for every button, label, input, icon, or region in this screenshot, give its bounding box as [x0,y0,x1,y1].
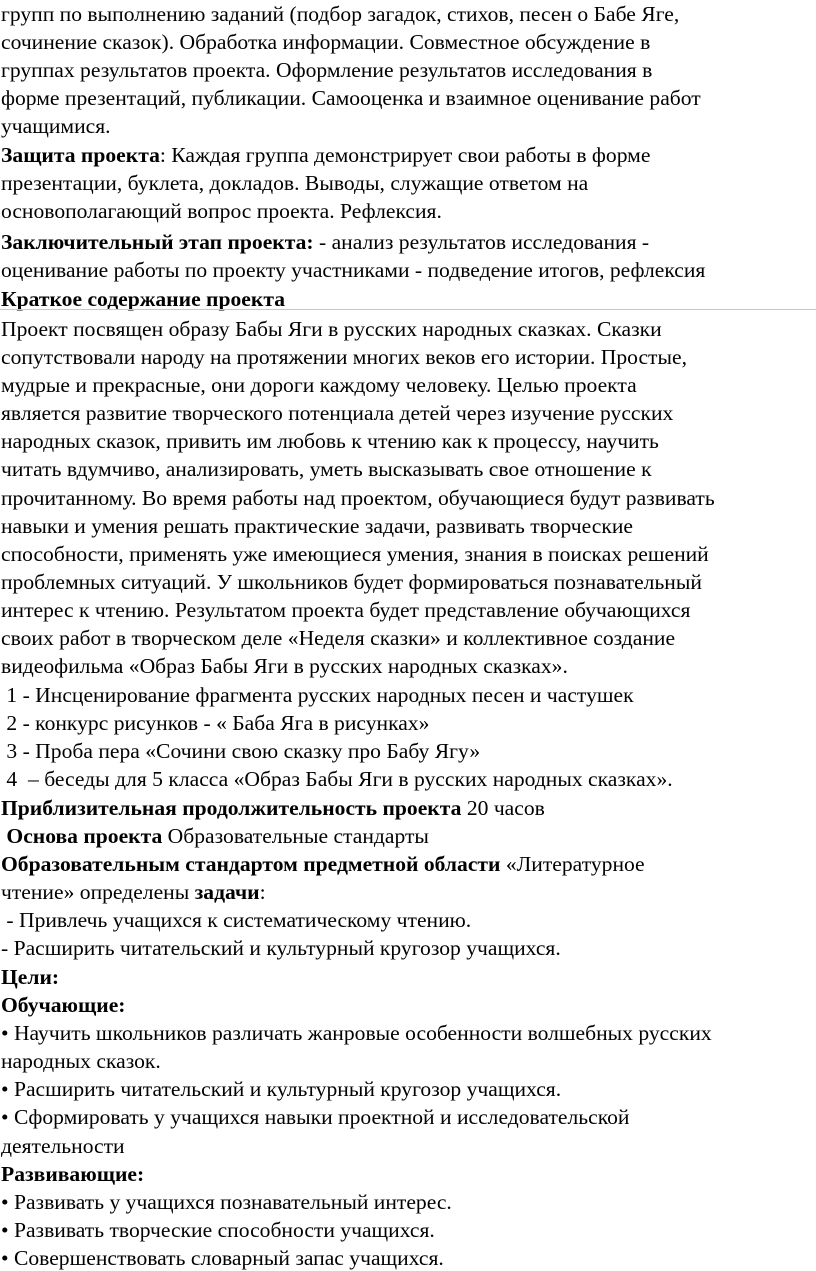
list-item: 1 - Инсценирование фрагмента русских народных песен и частушек [1,683,634,707]
text-line: читать вдумчиво, анализировать, уметь высказывать свое отношение к [1,457,652,482]
standard-text: «Литературное [500,852,645,877]
final-stage-paragraph [1,228,816,284]
text-line: групп по выполнению заданий (подбор загадок, стихов, песен о Бабе Яге, [1,2,680,26]
standard-line [1,850,816,878]
text-line: учащимися. [1,114,111,139]
numbered-list [1,681,816,793]
intro-paragraph [1,0,816,140]
bullet-item: • Научить школьников различать жанровые особенности волшебных русских [1,1021,712,1046]
text-line: навыки и умения решать практические задачи, развивать творческие [1,513,633,538]
text-line: оценивание работы по проекту участниками - подведение итогов, рефлексия [1,258,706,283]
tasks-label: задачи [194,880,260,905]
text-line: прочитанному. Во время работы над проектом, обучающиеся будут развивать [1,485,715,510]
project-info [1,794,816,963]
text-line: проблемных ситуаций. У школьников будет формироваться познавательный [1,569,702,594]
goals-heading: Цели: [1,965,60,989]
list-item: 4 – беседы для 5 класса «Образ Бабы Яги в русских народных сказках». [1,767,673,792]
duration-label: Приблизительная продолжительность проекта [1,796,462,820]
section-divider [0,309,816,310]
defense-text: : Каждая группа демонстрирует свои работы в форме [159,143,651,167]
basis-value: Образовательные стандарты [162,824,429,849]
bullet-item: • Сформировать у учащихся навыки проектной и исследовательской [1,1105,630,1130]
bullet-item: • Совершенствовать словарный запас учащихся. [1,1245,444,1270]
duration-line [1,794,816,822]
text-line: группах результатов проекта. Оформление результатов исследования в [1,58,653,83]
text-line: способности, применять уже имеющиеся умения, знания в поисках решений [1,541,709,566]
text-line: сочинение сказок). Обработка информации. Совместное обсуждение в [1,30,651,55]
standard-text: : [259,880,266,905]
text-line: сопутствовали народу на протяжении многих веков его истории. Простые, [1,345,687,370]
duration-value: 20 часов [461,796,545,820]
summary-paragraph [1,315,816,680]
developing-heading: Развивающие: [1,1161,145,1186]
section-heading: Краткое содержание проекта [1,287,285,311]
standard-text: чтение» определены [1,880,195,905]
final-stage-label: Заключительный этап проекта: [1,230,314,254]
text-line [1,141,816,169]
text-line: своих работ в творческом деле «Неделя сказки» и коллективное создание [1,626,676,651]
bullet-item: • Развивать творческие способности учащихся. [1,1217,435,1242]
text-line: презентации, буклета, докладов. Выводы, служащие ответом на [1,171,589,196]
text-line: видеофильма «Образ Бабы Яги в русских народных сказках». [1,654,568,679]
defense-label: Защита проекта [1,143,160,167]
text-line: основополагающий вопрос проекта. Рефлексия. [1,199,442,224]
bullet-item: • Расширить читательский и культурный кругозор учащихся. [1,1077,562,1102]
standard-label: Образовательным стандартом предметной области [1,852,501,877]
text-line: интерес к чтению. Результатом проекта будет представление обучающихся [1,597,691,622]
list-item: 3 - Проба пера «Сочини свою сказку про Бабу Ягу» [1,739,481,764]
bullet-item: • Развивать у учащихся познавательный интерес. [1,1189,452,1214]
bullet-item: деятельности [1,1133,125,1158]
educational-heading: Обучающие: [1,993,126,1018]
task-item: - Привлечь учащихся к систематическому чтению. [1,908,472,933]
text-line: мудрые и прекрасные, они дороги каждому человеку. Целью проекта [1,373,637,398]
basis-line [1,822,816,850]
text-line: форме презентаций, публикации. Самооценка и взаимное оценивание работ [1,86,701,111]
standard-line [1,878,816,906]
task-item: - Расширить читательский и культурный кругозор учащихся. [1,936,561,961]
text-line: является развитие творческого потенциала детей через изучение русских [1,401,674,426]
final-stage-text: - анализ результатов исследования - [313,230,650,254]
list-item: 2 - конкурс рисунков - « Баба Яга в рисунках» [1,711,430,736]
text-line [1,228,816,256]
defense-paragraph [1,141,816,225]
goals-section [1,963,816,1271]
text-line: народных сказок, привить им любовь к чтению как к процессу, научить [1,429,659,454]
basis-label: Основа проекта [1,824,163,849]
bullet-item: народных сказок. [1,1049,161,1074]
text-line: Проект посвящен образу Бабы Яги в русских народных сказках. Сказки [1,317,662,341]
